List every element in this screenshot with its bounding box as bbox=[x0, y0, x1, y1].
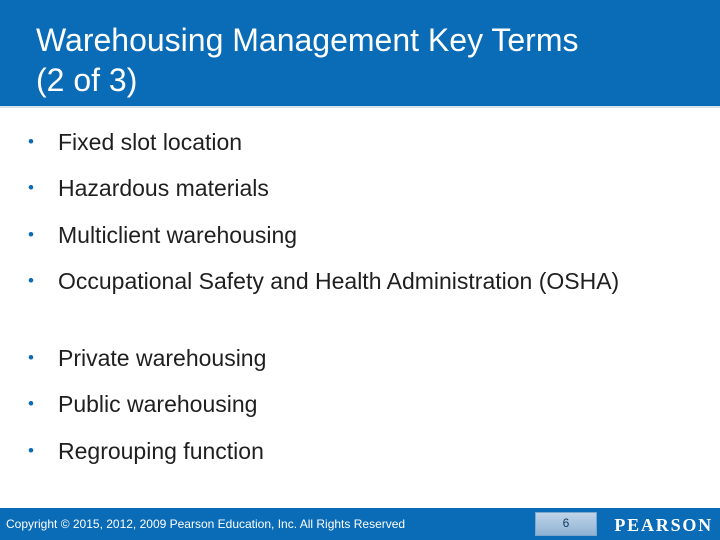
bullet-text: Hazardous materials bbox=[58, 175, 269, 201]
title-bar bbox=[0, 0, 720, 108]
bullet-icon: • bbox=[28, 178, 34, 197]
page-number: 6 bbox=[562, 516, 570, 530]
copyright-notice: Copyright © 2015, 2012, 2009 Pearson Education, Inc. All Rights Reserved bbox=[6, 517, 406, 531]
bullet-icon: • bbox=[28, 271, 34, 290]
bullet-icon: • bbox=[28, 225, 34, 244]
bullet-text: Regrouping function bbox=[58, 438, 264, 464]
page-number-box bbox=[535, 512, 597, 536]
bullet-text: Multiclient warehousing bbox=[58, 222, 298, 248]
bullet-icon: • bbox=[28, 441, 34, 460]
bullet-text: Private warehousing bbox=[58, 345, 267, 371]
slide-title: Warehousing Management Key Terms (2 of 3) bbox=[36, 22, 579, 98]
bullet-text: Fixed slot location bbox=[58, 129, 243, 155]
pearson-logo: PEARSON bbox=[614, 515, 713, 535]
bullet-text: Public warehousing bbox=[58, 391, 258, 417]
bullet-text: Occupational Safety and Health Administration (OSHA) bbox=[58, 268, 620, 294]
bullet-icon: • bbox=[28, 348, 34, 367]
bullet-icon: • bbox=[28, 132, 34, 151]
bullet-icon: • bbox=[28, 394, 34, 413]
footer-bar bbox=[0, 508, 720, 540]
